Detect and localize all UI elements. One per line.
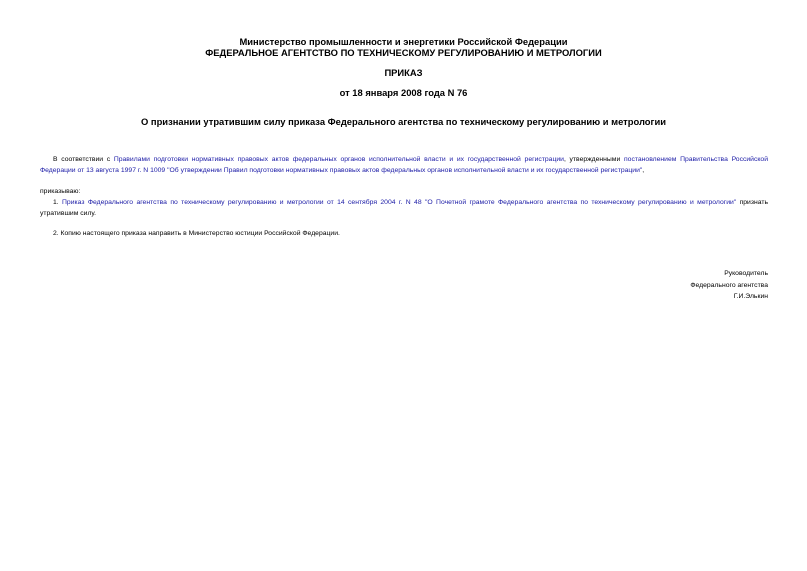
order-48-link[interactable]: Приказ Федерального агентства по техническому регулированию и метрологии от 14 сентября 2004 г. N 48 "О Почетной грамоте Федерального агентства по техническому регулированию и метрологии" [62, 199, 737, 206]
order-word: приказываю: [40, 188, 81, 195]
preamble-paragraph [40, 155, 768, 176]
agency-name: ФЕДЕРАЛЬНОЕ АГЕНТСТВО ПО ТЕХНИЧЕСКОМУ РЕГУЛИРОВАНИЮ И МЕТРОЛОГИИ [205, 47, 602, 58]
document-subject: О признании утратившим силу приказа Федерального агентства по техническому регулированию и метрологии [141, 116, 666, 127]
order-item-1 [40, 198, 768, 219]
preamble-suffix: , [642, 166, 645, 174]
ministry-name: Министерство промышленности и энергетики Российской Федерации [239, 36, 568, 47]
preamble-mid: , утвержденными [563, 156, 624, 163]
document-date: от 18 января 2008 года N 76 [339, 87, 468, 98]
rules-link[interactable]: Правилами подготовки нормативных правовых актов федеральных органов исполнительной власти и их государственной регистрации [113, 156, 564, 163]
order-item-2: 2. Копию настоящего приказа направить в Министерство юстиции Российской Федерации. [53, 230, 340, 237]
signature-agency: Федерального агентства [690, 282, 768, 289]
signature-name: Г.И.Элькин [733, 293, 768, 300]
document-title: ПРИКАЗ [384, 67, 423, 78]
resolution-link[interactable]: постановлением Правительства Российской Федерации от 13 августа 1997 г. N 1009 "Об утверждении Правил подготовки нормативных правовых актов федеральных органов исполнительной власти и их государственной регистрации" [40, 156, 768, 174]
signature-position: Руководитель [724, 270, 768, 277]
item-1-number: 1. [53, 199, 63, 206]
item-1-suffix: признать утратившим силу. [40, 199, 769, 217]
preamble-prefix: В соответствии с [53, 156, 114, 163]
